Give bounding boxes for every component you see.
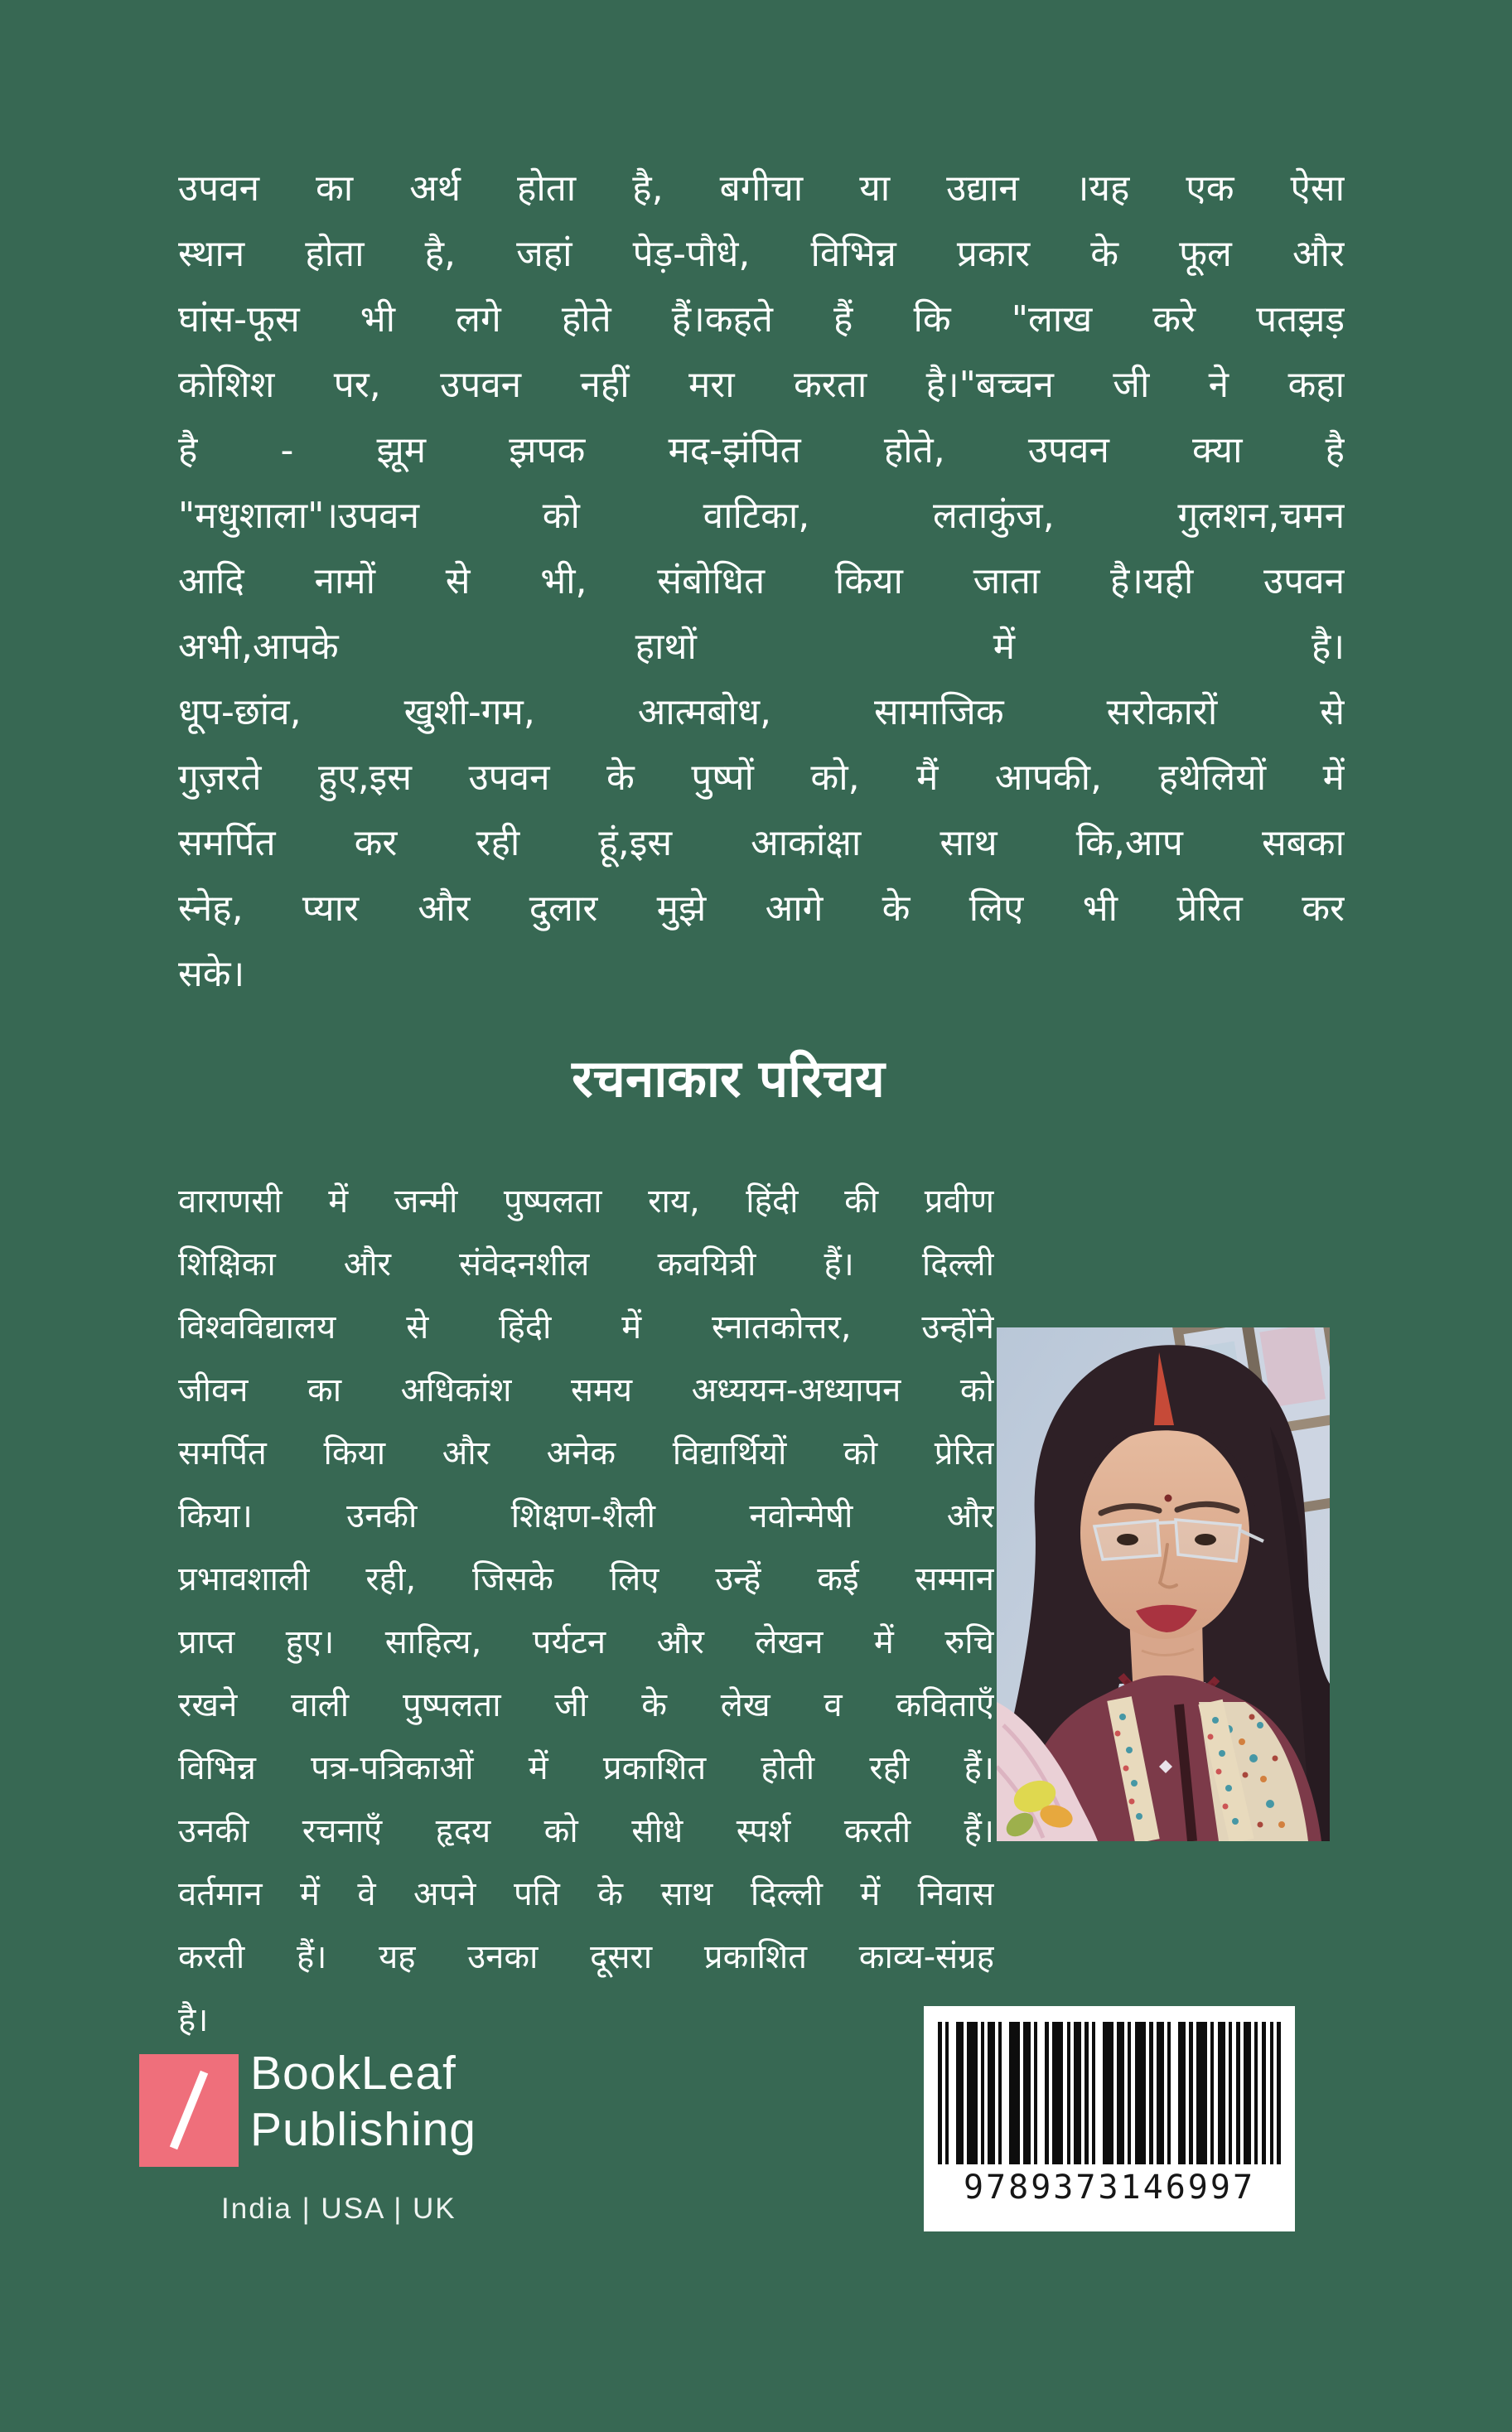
bio-line: किया। उनकी शिक्षण-शैली नवोन्मेषी और bbox=[178, 1497, 994, 1535]
bio-line: वर्तमान में वे अपने पति के साथ दिल्ली में निवास bbox=[178, 1875, 994, 1913]
intro-line: स्नेह, प्यार और दुलार मुझे आगे के लिए भी प्रेरित कर bbox=[178, 887, 1345, 930]
bio-line: प्राप्त हुए। साहित्य, पर्यटन और लेखन में रुचि bbox=[178, 1623, 994, 1661]
intro-line: "मधुशाला"।उपवन को वाटिका, लताकुंज, गुलशन,चमन bbox=[178, 495, 1345, 537]
slash-icon bbox=[170, 2071, 208, 2150]
intro-line: है - झूम झपक मद-झंपित होते, उपवन क्या है bbox=[178, 429, 1345, 471]
publisher-name bbox=[250, 2045, 476, 2158]
bio-line: वाराणसी में जन्मी पुष्पलता राय, हिंदी की प्रवीण bbox=[178, 1182, 994, 1221]
intro-line: स्थान होता है, जहां पेड़-पौधे, विभिन्न प्रकार के फूल और bbox=[178, 233, 1345, 275]
intro-line: धूप-छांव, खुशी-गम, आत्मबोध, सामाजिक सरोकारों से bbox=[178, 691, 1345, 733]
isbn-barcode bbox=[924, 2006, 1295, 2231]
isbn-number: 9789373146997 bbox=[963, 2168, 1256, 2207]
bio-line: जीवन का अधिकांश समय अध्ययन-अध्यापन को bbox=[178, 1371, 994, 1409]
bio-line: उनकी रचनाएँ हृदय को सीधे स्पर्श करती हैं। bbox=[178, 1812, 994, 1850]
bio-line: रखने वाली पुष्पलता जी के लेख व कविताएँ bbox=[178, 1686, 994, 1724]
author-bio-paragraph bbox=[178, 1170, 994, 2052]
intro-paragraph bbox=[178, 156, 1345, 1007]
bio-line: प्रभावशाली रही, जिसके लिए उन्हें कई सम्मान bbox=[178, 1560, 994, 1598]
author-photo-illustration bbox=[997, 1327, 1330, 1841]
intro-line: उपवन का अर्थ होता है, बगीचा या उद्यान ।यह एक ऐसा bbox=[178, 167, 1345, 210]
author-section-heading: रचनाकार परिचय bbox=[572, 1048, 885, 1109]
bio-line: विश्वविद्यालय से हिंदी में स्नातकोत्तर, उन्होंने bbox=[178, 1308, 994, 1347]
publisher-name-line2: Publishing bbox=[250, 2103, 477, 2156]
intro-line: अभी,आपके हाथों में है। bbox=[178, 626, 1345, 668]
barcode-bars bbox=[938, 2022, 1281, 2164]
bio-line: है। bbox=[178, 2001, 209, 2039]
intro-line: गुज़रते हुए,इस उपवन के पुष्पों को, मैं आपकी, हथेलियों में bbox=[178, 757, 1345, 799]
publisher-regions: India | USA | UK bbox=[221, 2193, 456, 2225]
publisher-name-line1: BookLeaf bbox=[250, 2047, 456, 2100]
bio-line: करती हैं। यह उनका दूसरा प्रकाशित काव्य-संग्रह bbox=[178, 1938, 994, 1976]
intro-line: आदि नामों से भी, संबोधित किया जाता है।यही उपवन bbox=[178, 560, 1345, 602]
intro-line: कोशिश पर, उपवन नहीं मरा करता है।"बच्चन जी ने कहा bbox=[178, 364, 1345, 406]
bio-line: शिक्षिका और संवेदनशील कवयित्री हैं। दिल्ली bbox=[178, 1245, 994, 1284]
bio-line: समर्पित किया और अनेक विद्यार्थियों को प्रेरित bbox=[178, 1434, 994, 1472]
intro-line: सके। bbox=[178, 953, 245, 995]
author-photo bbox=[997, 1327, 1330, 1841]
intro-line: घांस-फूस भी लगे होते हैं।कहते हैं कि "लाख करे पतझड़ bbox=[178, 298, 1345, 341]
publisher-logo bbox=[139, 2054, 239, 2167]
bio-line: विभिन्न पत्र-पत्रिकाओं में प्रकाशित होती रही हैं। bbox=[178, 1749, 994, 1787]
intro-line: समर्पित कर रही हूं,इस आकांक्षा साथ कि,आप सबका bbox=[178, 822, 1345, 864]
